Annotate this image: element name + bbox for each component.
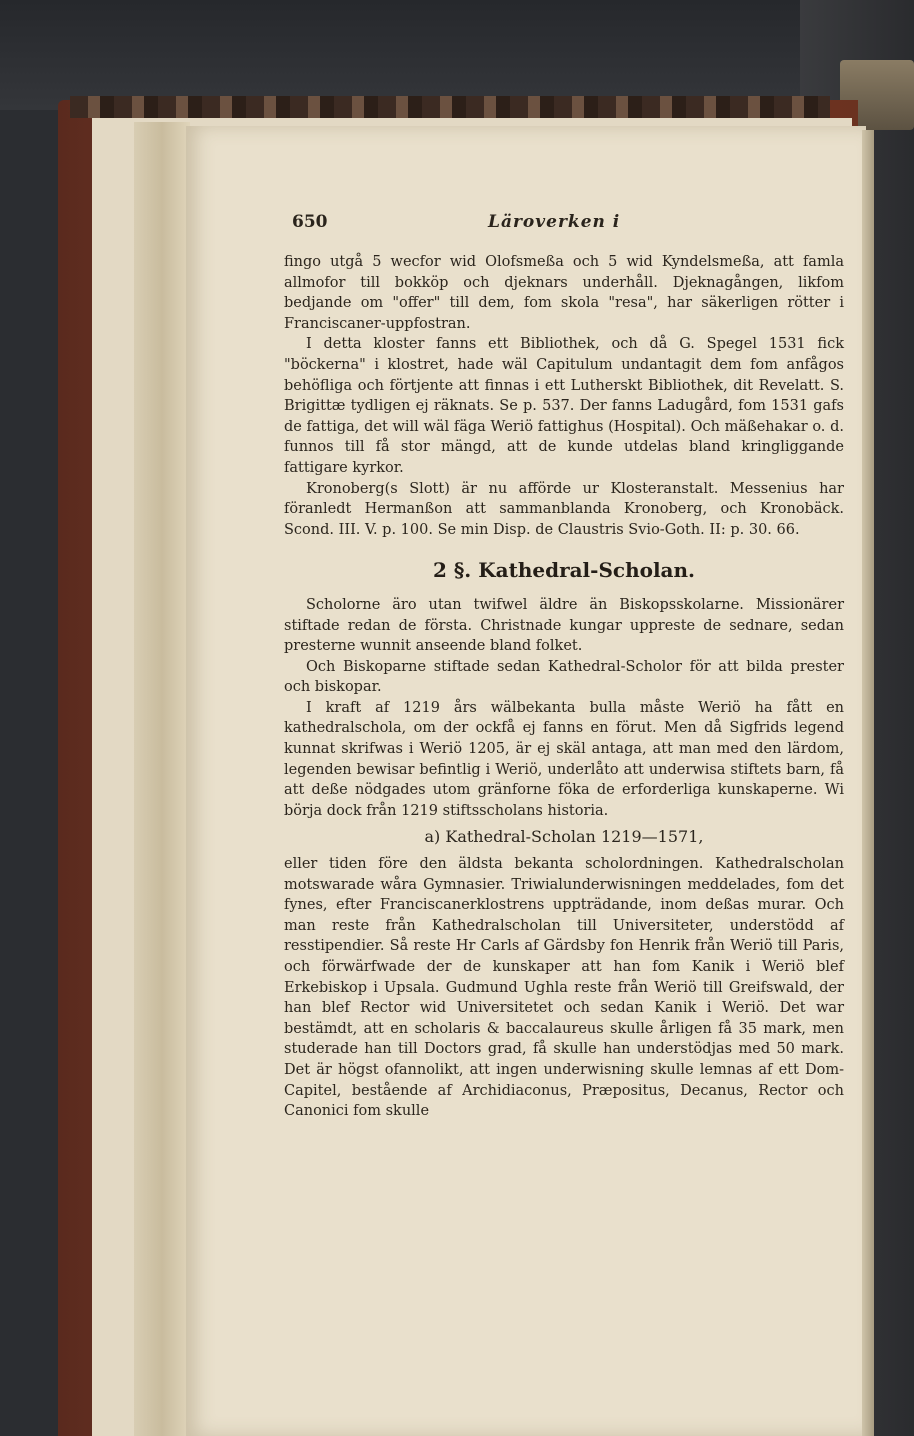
subsection-heading: a) Kathedral-Scholan 1219—1571, xyxy=(424,827,704,847)
cover-band xyxy=(70,96,830,118)
page-edge xyxy=(862,130,874,1436)
page-header xyxy=(292,212,632,242)
paragraph: I detta kloster fanns ett Bibliothek, och då G. Spegel 1531 fick "böckerna" i klostret, hade wäl Capitulum undantagit dem fom anfågos behöfliga och förtjente att finnas i ett Lutherskt Bibliothek, dit Revelatt. S. Brigittæ tydligen ej räknats. Se p. 537. Der fanns Ladugård, fom 1531 gafs de fattiga, det will wäl fäga Weriö fattighus (Hospital). Och mäßehakar o. d. funnos till få stor mängd, att de kunde utdelas bland kringliggande fattigare kyrkor. xyxy=(284,336,844,476)
paragraph: Scholorne äro utan twifwel äldre än Biskopsskolarne. Missionärer stiftade redan de första. Christnade kungar uppreste de sednare, sedan presterne wunnit anseende bland folket. xyxy=(284,596,844,655)
backdrop-top xyxy=(0,0,914,110)
paragraph: fingo utgå 5 wecfor wid Olofsmeßa och 5 wid Kyndelsmeßa, att famla allmofor till bokköp och djeknars underhåll. Djeknagången, likfom bedjande om "offer" till dem, fom skola "resa", har säkerligen rötter i Franciscaner-uppfostran. xyxy=(284,254,844,332)
page-number: 650 xyxy=(292,212,328,232)
paragraph: Kronoberg(s Slott) är nu afförde ur Klosteranstalt. Messenius har föranledt Hermanßon att sammanblanda Kronoberg, och Kronobäck. Scond. III. V. p. 100. Se min Disp. de Claustris Svio-Goth. II: p. 30. 66. xyxy=(284,480,844,538)
paragraph: Och Biskoparne stiftade sedan Kathedral-Scholor för att bilda prester och biskopar. xyxy=(284,658,844,696)
paragraph: eller tiden före den äldsta bekanta scholordningen. Kathedralscholan motswarade wåra Gymnasier. Triwialunderwisningen meddelades, fom det fynes, efter Franciscanerklostrens uppträdande, inom deßas murar. Och man reste från Kathedralscholan till Universiteter, understödd af resstipendier. Så reste Hr Carls af Gärdsby fon Henrik från Weriö till Paris, och förwärfwade der de kunskaper att han fom Kanik i Weriö blef Erkebiskop i Upsala. Gudmund Ughla reste från Weriö till Greifswald, der han blef Rector wid Universitetet och sedan Kanik i Weriö. Det war bestämdt, att en scholaris & baccalaureus skulle årligen få 35 mark, men studerade han till Doctors grad, få skulle han understödjas med 50 mark. Det är högst ofannolikt, att ingen underwisning skulle lemnas af ett Dom-Capitel, bestående af Archidiaconus, Præpositus, Decanus, Rector och Canonici fom skulle xyxy=(284,856,844,1120)
body-text xyxy=(284,252,844,1122)
page-stack xyxy=(134,122,190,1436)
running-head: Läroverken i xyxy=(488,212,621,232)
paragraph: I kraft af 1219 års wälbekanta bulla måste Weriö ha fått en kathedralschola, om der ockfå ej fanns en förut. Men då Sigfrids legend kunnat skrifwas i Weriö 1205, är ej skäl antaga, att man med den lärdom, legenden bewisar befintlig i Weriö, underlåto att underwisa stiftets barn, få att deße nödgades utom gränforne föka de erforderliga kunskaperne. Wi börja dock från 1219 stiftsscholans historia. xyxy=(284,699,844,819)
section-heading: 2 §. Kathedral-Scholan. xyxy=(432,558,696,583)
